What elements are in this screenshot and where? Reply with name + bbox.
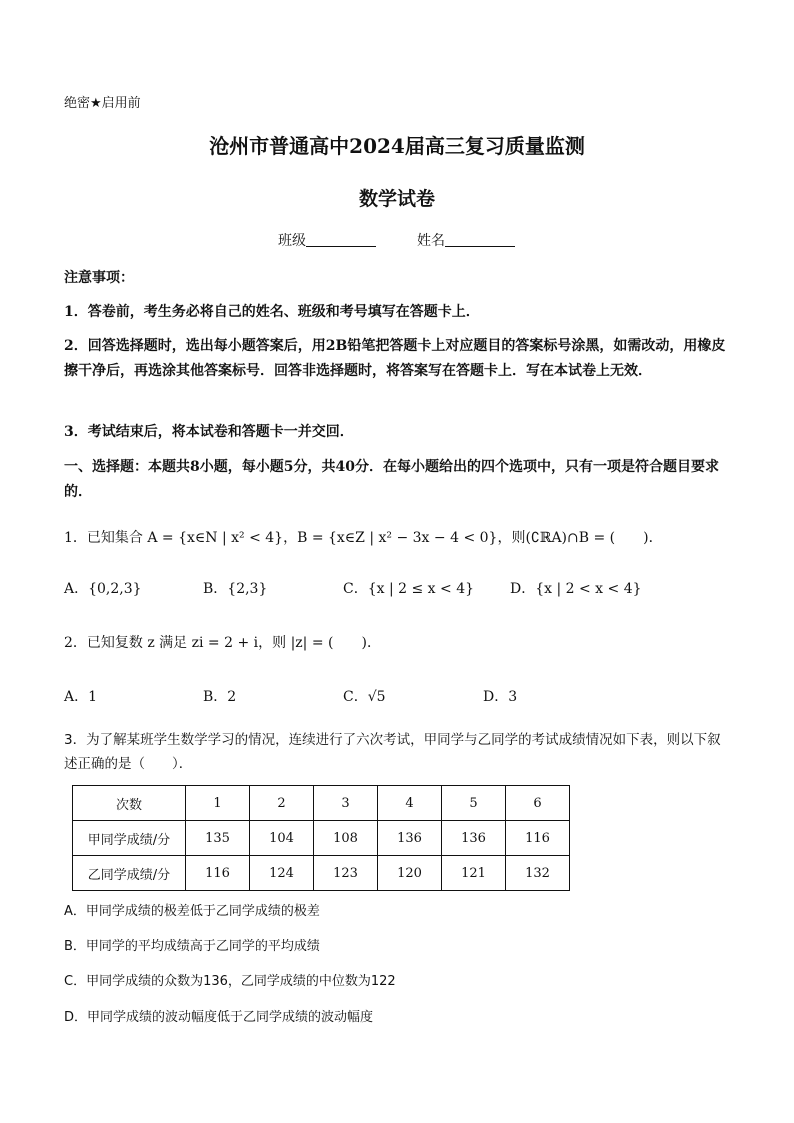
table-cell: 甲同学成绩/分 xyxy=(73,821,186,856)
class-blank xyxy=(306,232,376,247)
q2-option-c: C．√5 xyxy=(343,689,386,705)
class-field xyxy=(278,230,376,250)
exam-title: 沧州市普通高中2024届高三复习质量监测 xyxy=(209,134,585,158)
table-cell: 123 xyxy=(314,856,378,891)
table-cell: 104 xyxy=(250,821,314,856)
table-cell: 116 xyxy=(186,856,250,891)
q1-option-c: C．{x | 2 ≤ x < 4} xyxy=(343,581,475,597)
table-cell: 108 xyxy=(314,821,378,856)
q1-option-b: B．{2,3} xyxy=(203,581,268,597)
table-row xyxy=(73,821,570,856)
q1-stem: 1．已知集合 A = {x∈N | x² < 4}，B = {x∈Z | x² − 3x − 4 < 0}，则(∁ℝA)∩B = ( )． xyxy=(64,530,663,546)
q3-option-d: D．甲同学成绩的波动幅度低于乙同学成绩的波动幅度 xyxy=(64,1010,374,1025)
q3-option-c: C．甲同学成绩的众数为136，乙同学成绩的中位数为122 xyxy=(64,974,396,989)
q1-option-d: D．{x | 2 < x < 4} xyxy=(510,581,642,597)
table-cell: 6 xyxy=(506,786,570,821)
table-cell: 121 xyxy=(442,856,506,891)
table-cell: 135 xyxy=(186,821,250,856)
name-blank xyxy=(445,232,515,247)
name-field xyxy=(417,230,515,250)
section-heading: 一、选择题：本题共8小题，每小题5分，共40分．在每小题给出的四个选项中，只有一项是符合题目要求的． xyxy=(64,459,719,500)
table-cell: 136 xyxy=(378,821,442,856)
table-cell: 次数 xyxy=(73,786,186,821)
q3-option-a: A．甲同学成绩的极差低于乙同学成绩的极差 xyxy=(64,904,320,919)
notice-heading: 注意事项： xyxy=(64,270,134,286)
notice-item-3: 3．考试结束后，将本试卷和答题卡一并交回． xyxy=(64,424,354,440)
notice-item-2: 2．回答选择题时，选出每小题答案后，用2B铅笔把答题卡上对应题目的答案标号涂黑，如需改动，用橡皮擦干净后，再选涂其他答案标号．回答非选择题时，将答案写在答题卡上．写在本试卷上无效． xyxy=(64,338,726,379)
table-cell: 3 xyxy=(314,786,378,821)
q2-option-d: D．3 xyxy=(483,689,518,705)
table-cell: 5 xyxy=(442,786,506,821)
secret-mark: 绝密★启用前 xyxy=(64,96,141,111)
table-cell: 136 xyxy=(442,821,506,856)
q2-option-a: A．1 xyxy=(64,689,98,705)
table-cell: 1 xyxy=(186,786,250,821)
q1-option-a: A．{0,2,3} xyxy=(64,581,142,597)
table-cell: 2 xyxy=(250,786,314,821)
score-table xyxy=(72,785,570,891)
name-label: 姓名 xyxy=(417,233,445,249)
exam-subtitle: 数学试卷 xyxy=(358,188,435,210)
table-cell: 乙同学成绩/分 xyxy=(73,856,186,891)
q3-stem: 3．为了解某班学生数学学习的情况，连续进行了六次考试，甲同学与乙同学的考试成绩情况如下表，则以下叙述正确的是（ ）． xyxy=(64,732,721,772)
q3-option-b: B．甲同学的平均成绩高于乙同学的平均成绩 xyxy=(64,939,320,954)
table-row xyxy=(73,856,570,891)
class-label: 班级 xyxy=(278,233,306,249)
q2-option-b: B．2 xyxy=(203,689,237,705)
table-cell: 120 xyxy=(378,856,442,891)
table-cell: 132 xyxy=(506,856,570,891)
table-cell: 124 xyxy=(250,856,314,891)
table-header-row xyxy=(73,786,570,821)
notice-item-1: 1．答卷前，考生务必将自己的姓名、班级和考号填写在答题卡上． xyxy=(64,304,480,320)
q2-stem: 2．已知复数 z 满足 zi = 2 + i，则 |z| = ( )． xyxy=(64,635,381,651)
table-cell: 4 xyxy=(378,786,442,821)
table-cell: 116 xyxy=(506,821,570,856)
